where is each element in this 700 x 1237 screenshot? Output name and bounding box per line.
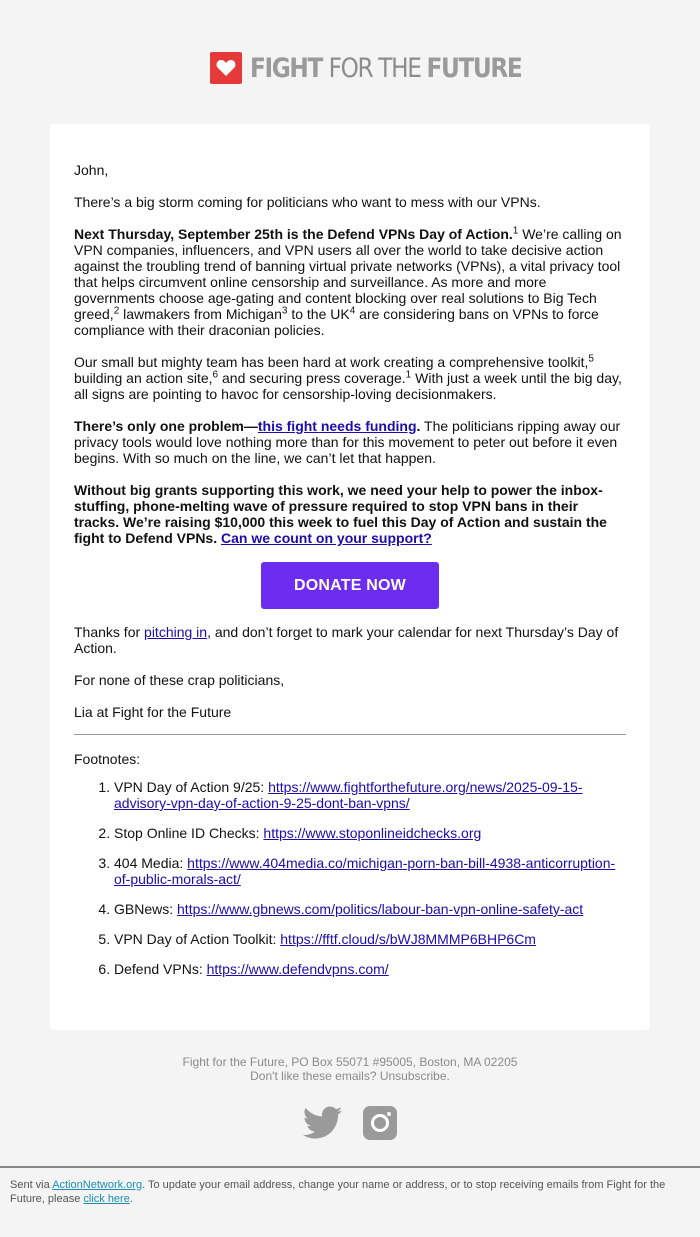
logo[interactable] <box>0 52 700 84</box>
footnote-item: 3. 404 Media: https://www.404media.co/michigan-porn-ban-bill-4938-anticorruption-of-public-morals-act/ <box>114 855 626 887</box>
footnote-item: 5. VPN Day of Action Toolkit: https://fftf.cloud/s/bWJ8MMMP6BHP6Cm <box>114 931 626 947</box>
heart-icon <box>210 52 242 84</box>
intro-paragraph: There’s a big storm coming for politicians who want to mess with our VPNs. <box>74 194 541 210</box>
social-links <box>0 1106 700 1145</box>
support-link[interactable]: Can we count on your support? <box>221 530 432 546</box>
footnote-item: 6. Defend VPNs: https://www.defendvpns.com/ <box>114 961 626 977</box>
ask-paragraph: Without big grants supporting this work, we need your help to power the inbox-stuffing, phone-melting wave of pressure required to stop VPN bans in their tracks. We’re raising $10,000 this week to fuel this Day of Action and sustain the fight to Defend VPNs. Can we count on your support? <box>74 482 607 546</box>
footnote-item: 2. Stop Online ID Checks: https://www.stoponlineidchecks.org <box>114 825 626 841</box>
divider <box>74 734 626 735</box>
signoff: For none of these crap politicians, <box>74 672 285 688</box>
footnote-link[interactable]: https://www.404media.co/michigan-porn-ban-bill-4938-anticorruption-of-public-morals-act/ <box>114 855 616 887</box>
footnote-item: 4. GBNews: https://www.gbnews.com/politics/labour-ban-vpn-online-safety-act <box>114 901 626 917</box>
footnote-link[interactable]: https://www.fightforthefuture.org/news/2025-09-15-advisory-vpn-day-of-action-9-25-dont-ban-vpns/ <box>114 779 583 811</box>
footnote-link[interactable]: https://www.stoponlineidchecks.org <box>263 825 482 841</box>
footnotes-label: Footnotes: <box>74 751 141 767</box>
click-here-link[interactable]: click here <box>83 1193 130 1205</box>
twitter-icon[interactable] <box>303 1106 343 1145</box>
unsubscribe-link[interactable]: Don't like these emails? Unsubscribe. <box>250 1069 450 1083</box>
bottom-bar <box>0 1166 700 1237</box>
footnotes-list <box>74 779 626 977</box>
funding-link[interactable]: this fight needs funding <box>257 418 417 434</box>
problem-paragraph: There’s only one problem—this fight needs funding. The politicians ripping away our privacy tools would love nothing more than for this movement to peter out before it even begins. With so much on the line, we can’t let that happen. <box>74 418 621 466</box>
footnote-link[interactable]: https://fftf.cloud/s/bWJ8MMMP6BHP6Cm <box>280 931 536 947</box>
footer <box>0 1055 700 1083</box>
pitching-in-link[interactable]: pitching in <box>144 624 208 640</box>
footnote-link[interactable]: https://www.defendvpns.com/ <box>206 961 389 977</box>
greeting: John, <box>74 162 109 178</box>
day-of-action-paragraph: Next Thursday, September 25th is the Defend VPNs Day of Action.$^1$ We’re calling on VPN companies, influencers, and VPN users all over the world to take decisive action against the troubling trend of banning virtual private networks (VPNs), a vital privacy tool that helps circumvent online censorship and surveillance. As more and more governments choose age-gating and content blocking over real solutions to Big Tech greed,$^2$ lawmakers from Michigan$^3$ to the $UK^4$ are considering bans on VPNs to force compliance with their draconian policies. <box>74 225 622 338</box>
email-card <box>50 124 650 1030</box>
thanks-paragraph: Thanks for pitching in, and don’t forget to mark your calendar for next Thursday’s Day of Action. <box>74 624 619 656</box>
donate-button[interactable]: DONATE NOW <box>261 562 439 609</box>
logo-wordmark: FIGHT FOR THE FUTURE <box>250 52 522 84</box>
bottom-text: Sent via ActionNetwork.org. To update your email address, change your name or address, or to stop receiving emails from Fight for the Future, please click here. <box>10 1179 666 1205</box>
footer-address: Fight for the Future, PO Box 55071 #95005, Boston, MA 02205 <box>182 1055 518 1069</box>
toolkit-paragraph: Our small but mighty team has been hard at work creating a comprehensive toolkit,$^5$ building an action site,$^6$ and securing press coverage.$^1$ With just a week until the big day, all signs are pointing to havoc for censorship-loving decisionmakers. <box>74 353 622 402</box>
actionnetwork-link[interactable]: ActionNetwork.org <box>52 1179 143 1191</box>
email-body <box>74 162 626 991</box>
footnote-item: 1. VPN Day of Action 9/25: https://www.fightforthefuture.org/news/2025-09-15-advisory-vpn-day-of-action-9-25-dont-ban-vpns/ <box>114 779 626 811</box>
instagram-icon[interactable] <box>363 1106 397 1145</box>
footnote-link[interactable]: https://www.gbnews.com/politics/labour-ban-vpn-online-safety-act <box>177 901 584 917</box>
signature: Lia at Fight for the Future <box>74 704 232 720</box>
